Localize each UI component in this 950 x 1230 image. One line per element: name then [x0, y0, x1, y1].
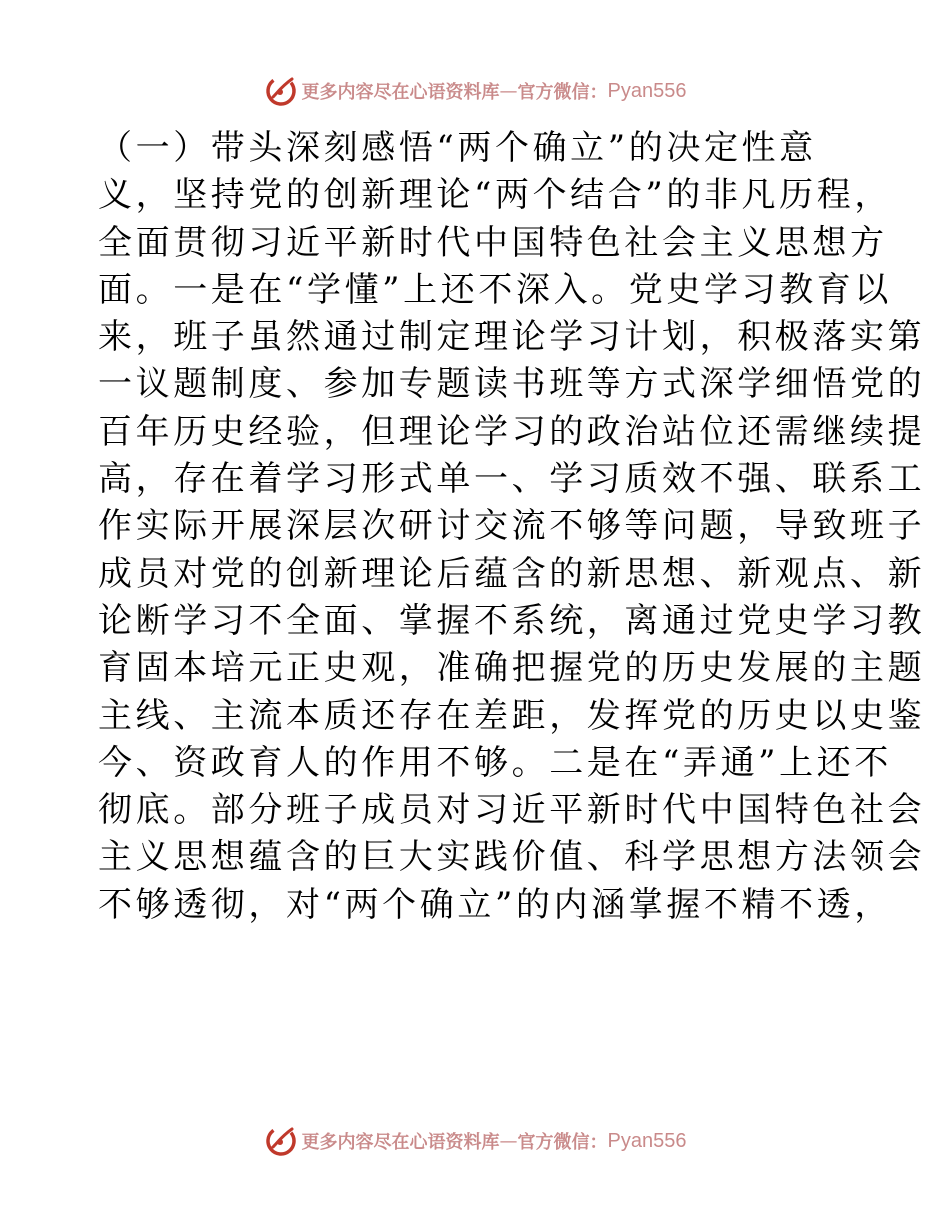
watermark-wechat-label: 官方微信：: [517, 82, 608, 103]
watermark-site-text: 更多内容尽在心语资料库: [301, 82, 500, 103]
body-line: 全面贯彻习近平新时代中国特色社会主义思想方: [98, 222, 888, 263]
watermark-separator: —: [499, 80, 518, 102]
body-line: 主义思想蕴含的巨大实践价值、科学思想方法领会: [98, 837, 926, 878]
body-line: 彻底。部分班子成员对习近平新时代中国特色社会: [98, 790, 926, 831]
body-line: 高，存在着学习形式单一、学习质效不强、联系工: [98, 459, 926, 500]
watermark-wechat-id: Pyan556: [607, 1129, 687, 1152]
watermark-wechat-label: 官方微信：: [517, 1132, 608, 1153]
body-line: 育固本培元正史观，准确把握党的历史发展的主题: [98, 648, 926, 689]
watermark-wechat-id: Pyan556: [607, 79, 687, 102]
body-line: 义，坚持党的创新理论“两个结合”的非凡历程，: [98, 175, 892, 216]
brush-logo-icon: [264, 74, 298, 108]
body-line: 来，班子虽然通过制定理论学习计划，积极落实第: [98, 317, 926, 358]
footer-watermark: [0, 1121, 950, 1161]
body-line: 作实际开展深层次研讨交流不够等问题，导致班子: [98, 506, 926, 547]
body-line: 论断学习不全面、掌握不系统，离通过党史学习教: [98, 600, 926, 641]
watermark-separator: —: [499, 1130, 518, 1152]
watermark-site-text: 更多内容尽在心语资料库: [301, 1132, 500, 1153]
body-text: [98, 125, 925, 929]
header-watermark: [0, 71, 950, 111]
body-line: 百年历史经验，但理论学习的政治站位还需继续提: [98, 411, 926, 452]
body-line: 不够透彻，对“两个确立”的内涵掌握不精不透，: [98, 884, 892, 925]
body-line: 面。一是在“学懂”上还不深入。党史学习教育以: [98, 269, 892, 310]
body-line: 一议题制度、参加专题读书班等方式深学细悟党的: [98, 364, 926, 405]
body-line: 今、资政育人的作用不够。二是在“弄通”上还不: [98, 742, 892, 783]
body-line: 成员对党的创新理论后蕴含的新思想、新观点、新: [98, 553, 926, 594]
brush-logo-icon: [264, 1124, 298, 1158]
body-line: （一）带头深刻感悟“两个确立”的决定性意: [98, 128, 817, 168]
body-line: 主线、主流本质还存在差距，发挥党的历史以史鉴: [98, 695, 926, 736]
